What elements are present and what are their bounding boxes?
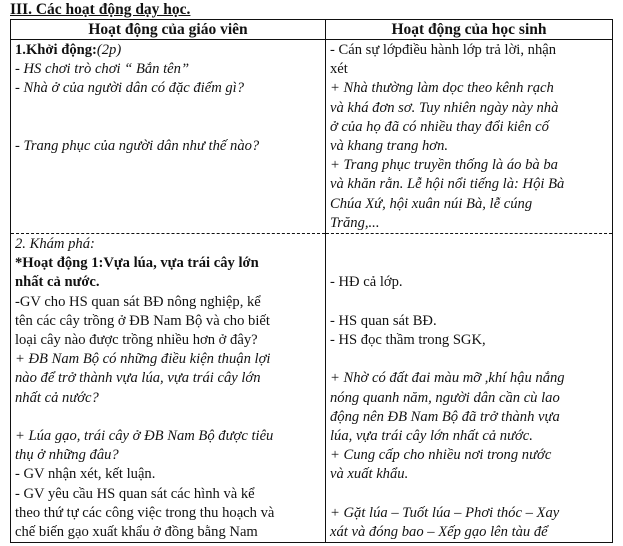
warmup-heading xyxy=(15,41,321,60)
text-line: + Nhờ có đất đai màu mỡ ,khí hậu nắng xyxy=(330,370,565,387)
text-line: - HS quan sát BĐ. xyxy=(330,312,437,329)
text-line: - GV nhận xét, kết luận. xyxy=(15,466,156,483)
text-line: tên các cây trồng ở ĐB Nam Bộ và cho biết xyxy=(15,312,270,329)
text-line: và khá đơn sơ. Tuy nhiên ngày này nhà xyxy=(330,99,559,116)
teacher-cell-warmup xyxy=(11,40,326,234)
table-row-warmup xyxy=(11,40,613,234)
text-line: - Trang phục của người dân như thế nào? xyxy=(15,137,260,154)
text-line: + Cung cấp cho nhiều nơi trong nước xyxy=(330,447,552,464)
text-line: theo thứ tự các công việc trong thu hoạch và xyxy=(15,504,275,521)
text-line: nóng quanh năm, người dân cần cù lao xyxy=(330,389,560,406)
text-line: + Lúa gạo, trái cây ở ĐB Nam Bộ được tiêu xyxy=(15,428,274,445)
warmup-duration: (2p) xyxy=(96,42,122,58)
text-line: và khăn rằn. Lễ hội nổi tiếng là: Hội Bà xyxy=(330,176,565,193)
text-line: loại cây nào được trồng nhiều hơn ở đây? xyxy=(15,332,258,349)
header-teacher-activities: Hoạt động của giáo viên xyxy=(11,20,326,40)
teaching-activities-table xyxy=(10,19,613,543)
text-line: động nên ĐB Nam Bộ đã trở thành vựa xyxy=(330,408,560,425)
text-line: nhất cả nước? xyxy=(15,389,99,406)
header-student-activities: Hoạt động của học sinh xyxy=(326,20,613,40)
text-line: - Nhà ở của người dân có đặc điểm gì? xyxy=(15,80,245,97)
teacher-cell-explore xyxy=(11,234,326,543)
student-cell-warmup xyxy=(326,40,613,234)
text-line: nào để trở thành vựa lúa, vựa trái cây lớn xyxy=(15,370,261,387)
text-line: thụ ở những đâu? xyxy=(15,447,119,464)
warmup-heading-bold: 1.Khởi động: xyxy=(15,42,97,58)
activity-1-heading: *Hoạt động 1:Vựa lúa, vựa trái cây lớn xyxy=(15,255,259,272)
activity-1-heading-cont: nhất cả nước. xyxy=(15,274,100,291)
text-line: Trăng,... xyxy=(330,214,380,231)
text-line: - HS đọc thầm trong SGK, xyxy=(330,332,486,348)
text-line: Chúa Xứ, hội xuân núi Bà, lễ cúng xyxy=(330,195,533,212)
text-line: -GV cho HS quan sát BĐ nông nghiệp, kể xyxy=(15,293,261,310)
table-header-row xyxy=(11,20,613,40)
text-line: - GV yêu cầu HS quan sát các hình và kể xyxy=(15,485,255,502)
table-row-explore xyxy=(11,234,613,543)
text-line: - HS chơi trò chơi “ Bắn tên” xyxy=(15,61,190,78)
text-line: chế biến gạo xuất khẩu ở đồng bằng Nam xyxy=(15,524,258,541)
text-line: ở của họ đã có nhiều thay đổi kiên cố xyxy=(330,118,549,135)
text-line: lúa, vựa trái cây lớn nhất cả nước. xyxy=(330,428,533,444)
text-line: và xuất khẩu. xyxy=(330,466,409,483)
section-title: III. Các hoạt động dạy học. xyxy=(10,1,191,18)
text-line: + Trang phục truyền thống là áo bà ba xyxy=(330,157,558,174)
text-line: 2. Khám phá: xyxy=(15,236,95,253)
text-line: + ĐB Nam Bộ có những điều kiện thuận lợi xyxy=(15,351,271,368)
text-line: + Gặt lúa – Tuốt lúa – Phơi thóc – Xay xyxy=(330,504,560,521)
text-line: và khang trang hơn. xyxy=(330,138,449,155)
text-line: xét xyxy=(330,61,348,78)
text-line: + Nhà thường làm dọc theo kênh rạch xyxy=(330,80,554,97)
text-line: - Cán sự lớpđiều hành lớp trả lời, nhận xyxy=(330,42,557,58)
student-cell-explore xyxy=(326,234,613,543)
text-line: xát và đóng bao – Xếp gạo lên tàu để xyxy=(330,524,548,540)
text-line: - HĐ cả lớp. xyxy=(330,274,403,291)
